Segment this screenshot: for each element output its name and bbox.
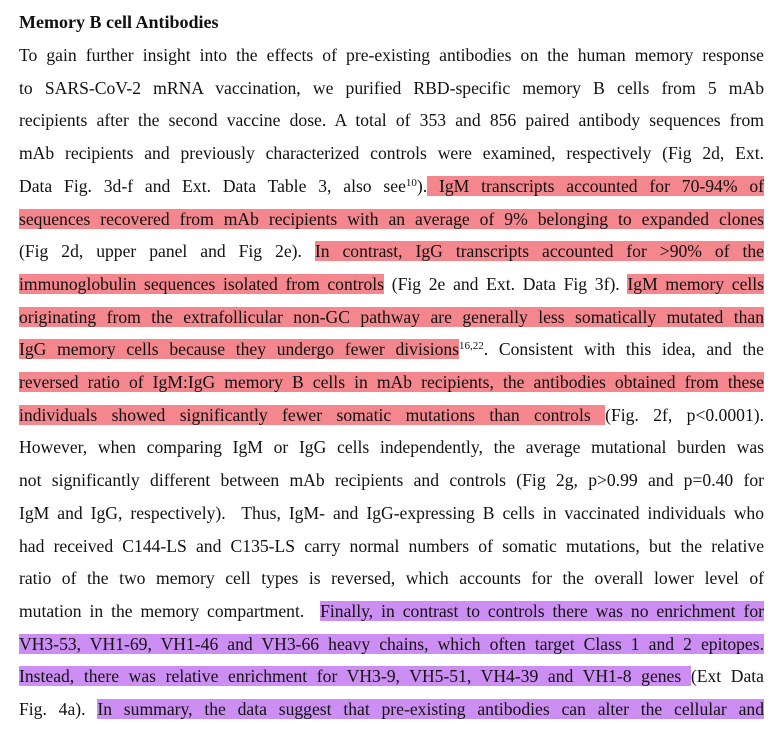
text-segment: However, when comparing IgM or IgG cells independently, the average mutational burden was: [19, 437, 764, 458]
text-line: [19, 464, 764, 497]
citation-superscript: 10: [405, 176, 417, 189]
highlighted-text: VH3-53, VH1-69, VH1-46 and VH3-66 heavy chains, which often target Class 1 and 2 epitopes.: [19, 633, 764, 654]
highlighted-text: Finally, in contrast to controls there was no enrichment for: [320, 600, 764, 621]
text-line: [19, 530, 764, 563]
text-line: [19, 333, 764, 366]
text-line: [19, 39, 764, 72]
text-segment: mAb recipients and previously characterized controls were examined, respectively (Fig 2d, Ext.: [19, 143, 764, 164]
highlighted-text: IgM memory cells: [627, 273, 764, 294]
text-segment: had received C144-LS and C135-LS carry normal numbers of somatic mutations, but the relative: [19, 535, 764, 556]
highlighted-text: Instead, there was relative enrichment for VH3-9, VH5-51, VH4-39 and VH1-8 genes: [19, 666, 691, 687]
text-line: [19, 235, 764, 268]
text-segment: (Fig. 2f, p<0.0001).: [605, 404, 764, 425]
text-segment: . Consistent with this idea, and the: [483, 339, 764, 360]
text-segment: ).: [416, 175, 428, 196]
highlighted-text: In contrast, IgG transcripts accounted for >90% of the: [314, 241, 764, 262]
section-heading: Memory B cell Antibodies: [19, 12, 219, 32]
text-line: [19, 431, 764, 464]
text-line: [19, 595, 764, 628]
text-segment: to SARS-CoV-2 mRNA vaccination, we purified RBD-specific memory B cells from 5 mAb: [19, 77, 764, 98]
text-line: [19, 170, 764, 203]
text-line: [19, 660, 764, 693]
text-segment: Data Fig. 3d-f and Ext. Data Table 3, also see: [19, 175, 406, 196]
text-segment: (Fig 2e and Ext. Data Fig 3f).: [384, 273, 628, 294]
text-segment: mutation in the memory compartment.: [19, 600, 321, 621]
highlighted-text: immunoglobulin sequences isolated from controls: [19, 273, 385, 294]
text-segment: (Fig 2d, upper panel and Fig 2e).: [19, 241, 315, 262]
text-segment: IgM and IgG, respectively). Thus, IgM- and IgG-expressing B cells in vaccinated individuals who: [19, 502, 764, 523]
highlighted-text: sequences recovered from mAb recipients with an average of 9% belonging to expanded clones: [19, 208, 764, 229]
highlighted-text: IgM transcripts accounted for 70-94% of: [427, 175, 764, 196]
text-line: [19, 399, 764, 432]
text-segment: ratio of the two memory cell types is reversed, which accounts for the overall lower level of: [19, 568, 764, 589]
text-line: [19, 497, 764, 530]
text-line: [19, 268, 764, 301]
highlighted-text: reversed ratio of IgM:IgG memory B cells in mAb recipients, the antibodies obtained from these: [19, 372, 764, 392]
highlighted-text: IgG memory cells because they undergo fewer divisions: [19, 339, 460, 360]
highlighted-text: individuals showed significantly fewer somatic mutations than controls: [19, 404, 606, 425]
text-line: [19, 301, 764, 334]
text-segment: Fig. 4a).: [19, 699, 98, 719]
citation-superscript: 16,22: [459, 340, 484, 353]
text-line: [19, 203, 764, 236]
text-segment: To gain further insight into the effects of pre-existing antibodies on the human memory response: [19, 45, 764, 65]
text-line: [19, 72, 764, 105]
text-line: [19, 628, 764, 661]
text-line: [19, 104, 764, 137]
text-segment: recipients after the second vaccine dose. A total of 353 and 856 paired antibody sequences from: [19, 110, 764, 131]
highlighted-text: In summary, the data suggest that pre-existing antibodies can alter the cellular and: [97, 699, 764, 719]
text-segment: not significantly different between mAb recipients and controls (Fig 2g, p>0.99 and p=0.40 for: [19, 470, 764, 491]
text-line: [19, 137, 764, 170]
text-line: [19, 562, 764, 595]
text-line: [19, 693, 764, 726]
text-line: [19, 366, 764, 399]
text-segment: (Ext Data: [690, 666, 764, 687]
highlighted-text: originating from the extrafollicular non-GC pathway are generally less somatically mutated than: [19, 306, 764, 327]
